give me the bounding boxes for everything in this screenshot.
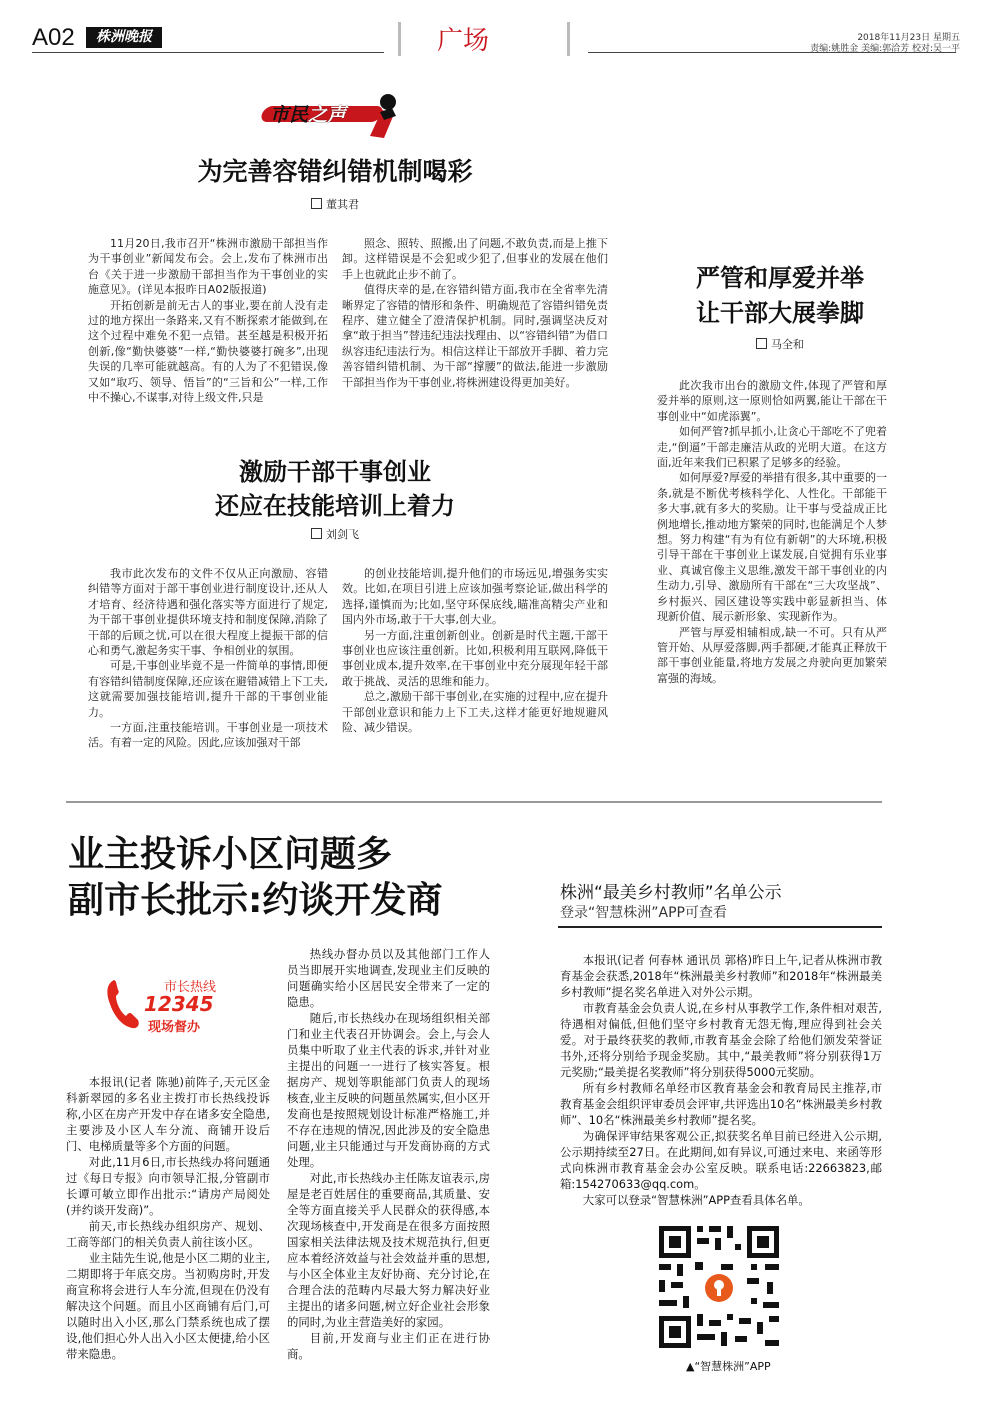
- article1-col1: [88, 236, 328, 405]
- article5-title: 株洲“最美乡村教师”名单公示: [560, 883, 782, 903]
- paragraph: 严管与厚爱相辅相成,缺一不可。只有从严管开始、从厚爱落脚,两手都硬,才能真正释放干部干事创业能量,将地方发展之舟驶向更加繁荣富强的海域。: [657, 625, 887, 685]
- article3-body: [657, 378, 887, 686]
- article3-title-line1: 严管和厚爱并举: [696, 263, 864, 292]
- header-separator-left: [398, 22, 401, 56]
- paragraph: 如何厚爱?厚爱的举措有很多,其中重要的一条,就是不断优考核科学化、人性化。干部能干多大事,就有多大的奖励。让干事与受益成正比例地增长,推动地方繁荣的同时,也能满足个人梦想。努力构建“有为有位有新朝”的大环境,积极引导干部在干事创业上谋发展,自觉拥有乐业事业、真诚官像主义思维,激发干部干事创业的内生动力,引导、激励所有干部在“三大攻坚战”、乡村振兴、园区建设等实践中彰显新担当、体现新价值、展示新形象、实现新作为。: [657, 471, 887, 624]
- article1-title: 为完善容错纠错机制喝彩: [197, 157, 473, 186]
- author-box-icon: [756, 338, 767, 349]
- article1-author-name: 董其君: [326, 198, 359, 211]
- paragraph: 我市此次发布的文件不仅从正向激励、容错纠错等方面对于部干事创业进行制度设计,还从人才培育、经济待遇和强化落实等方面进行了规定,为干部干事创业提供环境支持和制度保障,消除了干部的后顾之忧,可以在很大程度上提振干部的信心和勇气,激起务实干事、争相创业的氛围。: [88, 567, 328, 658]
- paragraph: 目前,开发商与业主们正在进行协商。: [287, 1331, 490, 1361]
- paragraph: 如何严管?抓早抓小,让贪心干部吃不了兜着走,“倒逼”干部走廉洁从政的光明大道。在这方面,近年来我们已积累了足够多的经验。: [657, 425, 887, 470]
- paragraph: 本报讯(记者 何春林 通讯员 郭格)昨日上午,记者从株洲市教育基金会获悉,2018年“株洲最美乡村教师”和2018年“株洲最美乡村教师”提名奖名单进入对外公示期。: [560, 953, 882, 999]
- telephone-icon: [104, 976, 144, 1032]
- article2-author-name: 刘剑飞: [326, 528, 359, 541]
- article5-title-rule: [558, 926, 882, 928]
- paragraph: 对此,11月6日,市长热线办将问题通过《每日专报》向市领导汇报,分管副市长谭可敏立即作出批示:“请房产局阅处(并约谈开发商)”。: [66, 1155, 270, 1217]
- article3-title-line2: 让干部大展拳脚: [696, 298, 864, 327]
- paragraph: 对此,市长热线办主任陈友谊表示,房屋是老百姓居住的重要商品,其质量、安全等方面直接关乎人民群众的获得感,本次现场核查中,开发商是在很多方面按照国家相关法律法规及技术规范执行,但更应本着经济效益与社会效益并重的思想,与小区全体业主友好协商、充分讨论,在合理合法的范畴内尽最大努力解决好业主提出的诸多问题,树立好企业社会形象的同时,为业主营造美好的家园。: [287, 1171, 490, 1329]
- paragraph: 另一方面,注重创新创业。创新是时代主题,干部干事创业也应该注重创新。比如,积极利用互联网,降低干事创业成本,提升效率,在干事创业中充分展现年轻干部敢于挑战、灵活的思维和能力。: [342, 628, 608, 688]
- author-box-icon: [311, 528, 322, 539]
- paragraph: 的创业技能培训,提升他们的市场远见,增强务实实效。比如,在项目引进上应该加强考察论证,做出科学的选择,谨慎而为;比如,坚守环保底线,瞄准高精尖产业和国内外市场,敢于干大事,创大业。: [342, 567, 608, 627]
- article5-subtitle: 登录“智慧株洲”APP可查看: [560, 905, 727, 921]
- logo-text: [270, 100, 346, 127]
- paragraph: 为确保评审结果客观公正,拟获奖名单目前已经进入公示期,公示期持续至27日。在此期间,如有异议,可通过来电、来函等形式向株洲市教育基金会办公室反映。联系电话:22663823,邮箱:154270633@qq.com。: [560, 1129, 882, 1191]
- page-number: A02: [32, 24, 75, 51]
- article4-col2: [287, 946, 490, 1362]
- paragraph: 照念、照转、照搬,出了问题,不敢负责,而是上推下卸。这样错误是不会犯或少犯了,但事业的发展在他们手上也就此止步不前了。: [342, 237, 608, 281]
- paragraph: 市教育基金会负责人说,在乡村从事教学工作,条件相对艰苦,待遇相对偏低,但他们坚守乡村教育无怨无悔,理应得到社会关爱。对于最终获奖的教师,市教育基金会除了给他们颁发荣誉证书外,还将分别给予现金奖励。其中,“最美教师”将分别获得1万元奖励;“最美提名奖教师”将分别获得5000元奖励。: [560, 1001, 882, 1079]
- qr-caption: ▲“智慧株洲”APP: [686, 1360, 771, 1373]
- paragraph: 一方面,注重技能培训。干事创业是一项技术活。有着一定的风险。因此,应该加强对干部: [88, 721, 328, 750]
- paragraph: 随后,市长热线办在现场组织相关部门和业主代表召开协调会。会上,与会人员集中听取了业主代表的诉求,并针对业主提出的问题一一进行了核实答复。根据房产、规划等职能部门负责人的现场核查,业主反映的问题虽然属实,但小区开发商也是按照规划设计标准严格施工,并不存在违规的情况,因此涉及的安全隐患问题,业主只能通过与开发商协商的方式处理。: [287, 1011, 490, 1169]
- header-separator-right: [567, 22, 570, 56]
- paragraph: 11月20日,我市召开“株洲市激励干部担当作为干事创业”新闻发布会。会上,发布了株洲市出台《关于进一步激励干部担当作为干事创业的实施意见》。(详见本报昨日A02版报道): [88, 237, 328, 297]
- date-line: 2018年11月23日 星期五: [857, 33, 960, 43]
- article2-author: [120, 526, 550, 542]
- qr-code-icon: [655, 1222, 783, 1352]
- section-divider: [66, 801, 882, 803]
- header-rule-left: [32, 52, 384, 53]
- paragraph: 大家可以登录“智慧株洲”APP查看具体名单。: [582, 1193, 810, 1207]
- microphone-hand-icon: [362, 92, 406, 140]
- article2-title-line1: 激励干部干事创业: [239, 457, 431, 486]
- paragraph: 所有乡村教师名单经市区教育基金会和教育局民主推荐,市教育基金会组织评审委员会评审,共评选出10名“株洲最美乡村教师”、10名“株洲最美乡村教师”提名奖。: [560, 1081, 882, 1127]
- article4-title-line1: 业主投诉小区问题多: [68, 834, 393, 875]
- author-box-icon: [311, 198, 322, 209]
- article4-col1: [66, 1074, 270, 1362]
- badge-number: 12345: [144, 992, 214, 1016]
- masthead-logo: 株洲晚报: [86, 27, 162, 48]
- paragraph: 可是,干事创业毕竟不是一件简单的事情,即便有容错纠错制度保障,还应该在避错减错上下工夫,这就需要加强技能培训,提升干部的干事创业能力。: [88, 659, 328, 719]
- article2-title-line2: 还应在技能培训上着力: [215, 491, 455, 520]
- editors-line: 责编:姚胜金 美编:郭洽芳 校对:吴一平: [810, 44, 960, 54]
- column-logo: [262, 92, 407, 140]
- article1-author: [120, 196, 550, 212]
- paragraph: 前天,市长热线办组织房产、规划、工商等部门的相关负责人前往该小区。: [66, 1219, 270, 1249]
- paragraph: 此次我市出台的激励文件,体现了严管和厚爱并举的原则,这一原则恰如两翼,能让干部在干事创业中“如虎添翼”。: [657, 379, 887, 423]
- paragraph: 本报讯(记者 陈驰)前阵子,天元区金科新翠园的多名业主拨打市长热线投诉称,小区在房产开发中存在诸多安全隐患,主要涉及小区人车分流、商铺开设后门、电梯质量等多个方面的问题。: [66, 1075, 270, 1153]
- article2-col2: [342, 566, 608, 735]
- section-title: 广场: [437, 26, 490, 56]
- paragraph: 值得庆幸的是,在容错纠错方面,我市在全省率先清晰界定了容错的情形和条件、明确规范了容错纠错免责程序、建立健全了澄清保护机制。同时,强调坚决反对拿“敢于担当”替违纪违法找理由、以“容错纠错”为借口纵容违纪违法行为。相信这样让干部放开手脚、着力完善容错纠错机制、为干部“撑腰”的做法,能进一步激励干部担当作为干事创业,将株洲建设得更加美好。: [342, 283, 608, 389]
- logo-text-b: 之声: [308, 104, 347, 126]
- article5-body: [560, 952, 882, 1208]
- article3-author: [640, 336, 920, 352]
- article4-title-line2: 副市长批示:约谈开发商: [68, 880, 443, 921]
- paragraph: 总之,激励干部干事创业,在实施的过程中,应在提升干部创业意识和能力上下工夫,这样才能更好地规避风险、减少错误。: [342, 690, 608, 735]
- logo-text-a: 市民: [270, 104, 309, 126]
- paragraph: 开拓创新是前无古人的事业,要在前人没有走过的地方探出一条路来,又有不断探索才能做到,在这个过程中难免不犯一点错。甚至越是积极开拓创新,像“勤快婆婆”一样,“勤快婆婆打碗多”,出现失误的几率可能就越高。有的人为了不犯错误,像又如“取巧、领导、悟旨”的“三旨和公”一样,工作中不操心,不谋事,对待上级文件,只是: [88, 298, 328, 405]
- hotline-badge: [104, 972, 264, 1038]
- paragraph: 热线办督办员以及其他部门工作人员当即展开实地调查,发现业主们反映的问题确实给小区居民安全带来了一定的隐患。: [287, 947, 490, 1009]
- article3-author-name: 马全和: [771, 338, 804, 351]
- article2-col1: [88, 566, 328, 751]
- paragraph: 业主陆先生说,他是小区二期的业主,二期即将于年底交房。当初购房时,开发商宣称将会进行人车分流,但现在仍没有解决这个问题。而且小区商铺有后门,可以随时出入小区,那么门禁系统也成了摆设,他们担心外人出入小区太便捷,给小区带来隐患。: [66, 1251, 270, 1361]
- badge-top-text: 市长热线: [164, 980, 217, 995]
- article1-col2: [342, 236, 608, 390]
- badge-bottom-text: 现场督办: [148, 1020, 201, 1035]
